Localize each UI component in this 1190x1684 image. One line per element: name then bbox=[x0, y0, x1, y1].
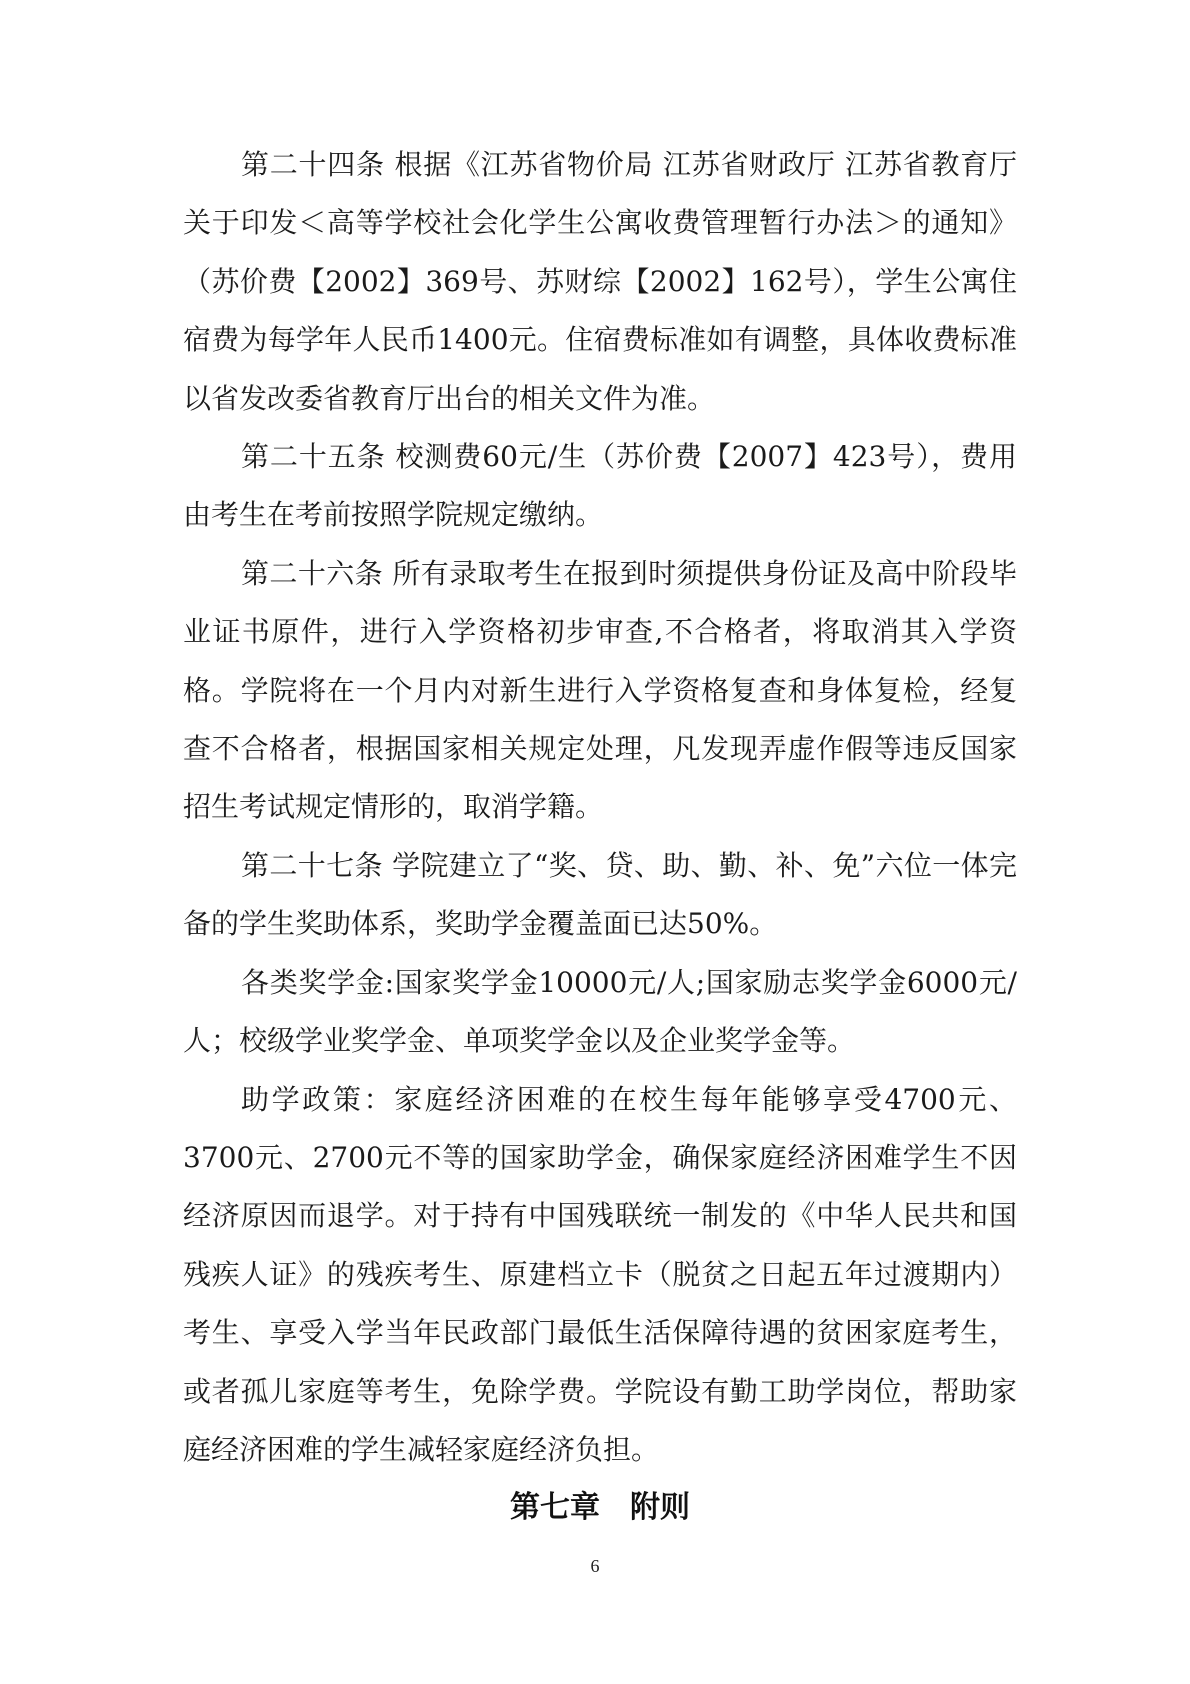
paragraph-article-27: 第二十七条 学院建立了“奖、贷、助、勤、补、免”六位一体完备的学生奖助体系，奖助学金覆盖面已达50%。 bbox=[183, 848, 1017, 941]
chapter-heading: 第七章 附则 bbox=[510, 1490, 690, 1526]
paragraph-article-26: 第二十六条 所有录取考生在报到时须提供身份证及高中阶段毕业证书原件，进行入学资格初步审查,不合格者，将取消其入学资格。学院将在一个月内对新生进行入学资格复查和身体复检，经复查不合格者，根据国家相关规定处理，凡发现弄虚作假等违反国家招生考试规定情形的，取消学籍。 bbox=[183, 556, 1017, 824]
paragraph-article-24: 第二十四条 根据《江苏省物价局 江苏省财政厅 江苏省教育厅关于印发＜高等学校社会化学生公寓收费管理暂行办法＞的通知》（苏价费【2002】369号、苏财综【2002】162号），学生公寓住宿费为每学年人民币1400元。住宿费标准如有调整，具体收费标准以省发改委省教育厅出台的相关文件为准。 bbox=[183, 148, 1017, 415]
page-number: 6 bbox=[590, 1556, 600, 1576]
paragraph-article-25: 第二十五条 校测费60元/生（苏价费【2007】423号），费用由考生在考前按照学院规定缴纳。 bbox=[183, 440, 1017, 532]
document-body bbox=[183, 136, 1017, 1537]
paragraph-financial-aid: 助学政策：家庭经济困难的在校生每年能够享受4700元、3700元、2700元不等的国家助学金，确保家庭经济困难学生不因经济原因而退学。对于持有中国残联统一制发的《中华人民共和国残疾人证》的残疾考生、原建档立卡（脱贫之日起五年过渡期内）考生、享受入学当年民政部门最低生活保障待遇的贫困家庭考生，或者孤儿家庭等考生，免除学费。学院设有勤工助学岗位，帮助家庭经济困难的学生减轻家庭经济负担。 bbox=[183, 1082, 1017, 1466]
paragraph-scholarships: 各类奖学金:国家奖学金10000元/人;国家励志奖学金6000元/人；校级学业奖学金、单项奖学金以及企业奖学金等。 bbox=[183, 965, 1017, 1058]
